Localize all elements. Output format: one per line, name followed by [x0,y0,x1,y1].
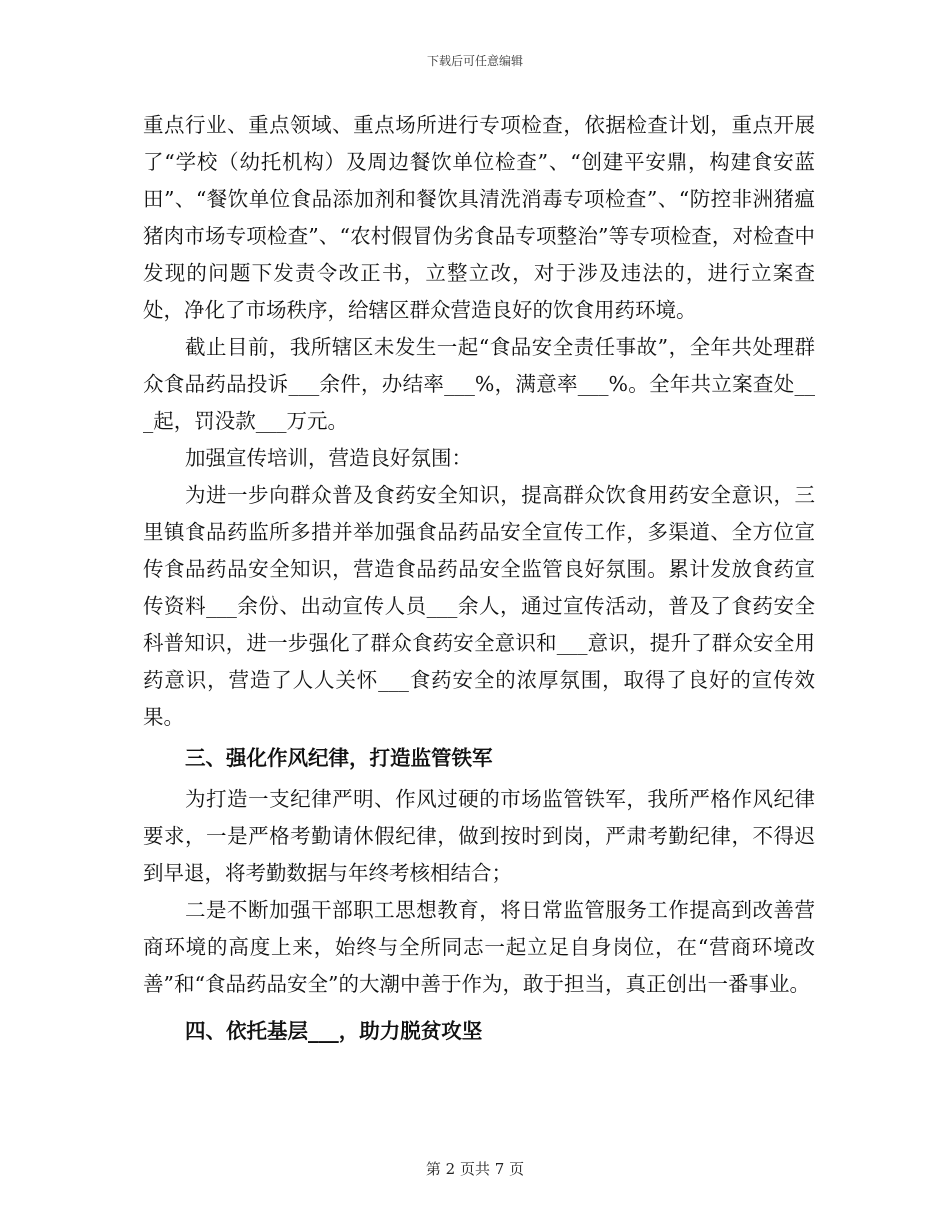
paragraph-publicity-title: 加强宣传培训，营造良好氛围： [185,446,472,470]
section-heading-4: 四、依托基层___，助力脱贫攻坚 [185,1019,483,1043]
paragraph-statistics: 截止目前，我所辖区未发生一起“食品安全责任事故”，全年共处理群众食品药品投诉___余件，办结率___%，满意率___%。全年共立案查处___起，罚没款___万元。 [143,335,815,433]
paragraph-discipline: 为打造一支纪律严明、作风过硬的市场监管铁军，我所严格作风纪律要求，一是严格考勤请休假纪律，做到按时到岗，严肃考勤纪律，不得迟到早退，将考勤数据与年终考核相结合； [143,787,815,885]
paragraph-publicity: 为进一步向群众普及食药安全知识，提高群众饮食用药安全意识，三里镇食品药监所多措并举加强食品药品安全宣传工作，多渠道、全方位宣传食品药品安全知识，营造食品药品安全监管良好氛围。累计发放食药宣传资料___余份、出动宣传人员___余人，通过宣传活动，普及了食药安全科普知识，进一步强化了群众食药安全意识和___意识，提升了群众安全用药意识，营造了人人关怀___食药安全的浓厚氛围，取得了良好的宣传效果。 [143,483,815,729]
paragraph-inspections: 重点行业、重点领域、重点场所进行专项检查，依据检查计划，重点开展了“学校（幼托机构）及周边餐饮单位检查”、“创建平安鼎，构建食安蓝田”、“餐饮单位食品添加剂和餐饮具清洗消毒专项检查”、“防控非洲猪瘟猪肉市场专项检查”、“农村假冒伪劣食品专项整治”等专项检查，对检查中发现的问题下发责令改正书，立整立改，对于涉及违法的，进行立案查处，净化了市场秩序，给辖区群众营造良好的饮食用药环境。 [143,113,815,322]
page-header: 下载后可任意编辑 [426,54,523,68]
document-body [143,107,815,1054]
section-heading-3: 三、强化作风纪律，打造监管铁军 [185,746,493,770]
page-number: 第 2 页共 7 页 [425,1160,525,1178]
paragraph-education: 二是不断加强干部职工思想教育，将日常监管服务工作提高到改善营商环境的高度上来，始终与全所同志一起立足自身岗位，在“营商环境改善”和“食品药品安全”的大潮中善于作为，敢于担当，真正创出一番事业。 [143,898,815,996]
